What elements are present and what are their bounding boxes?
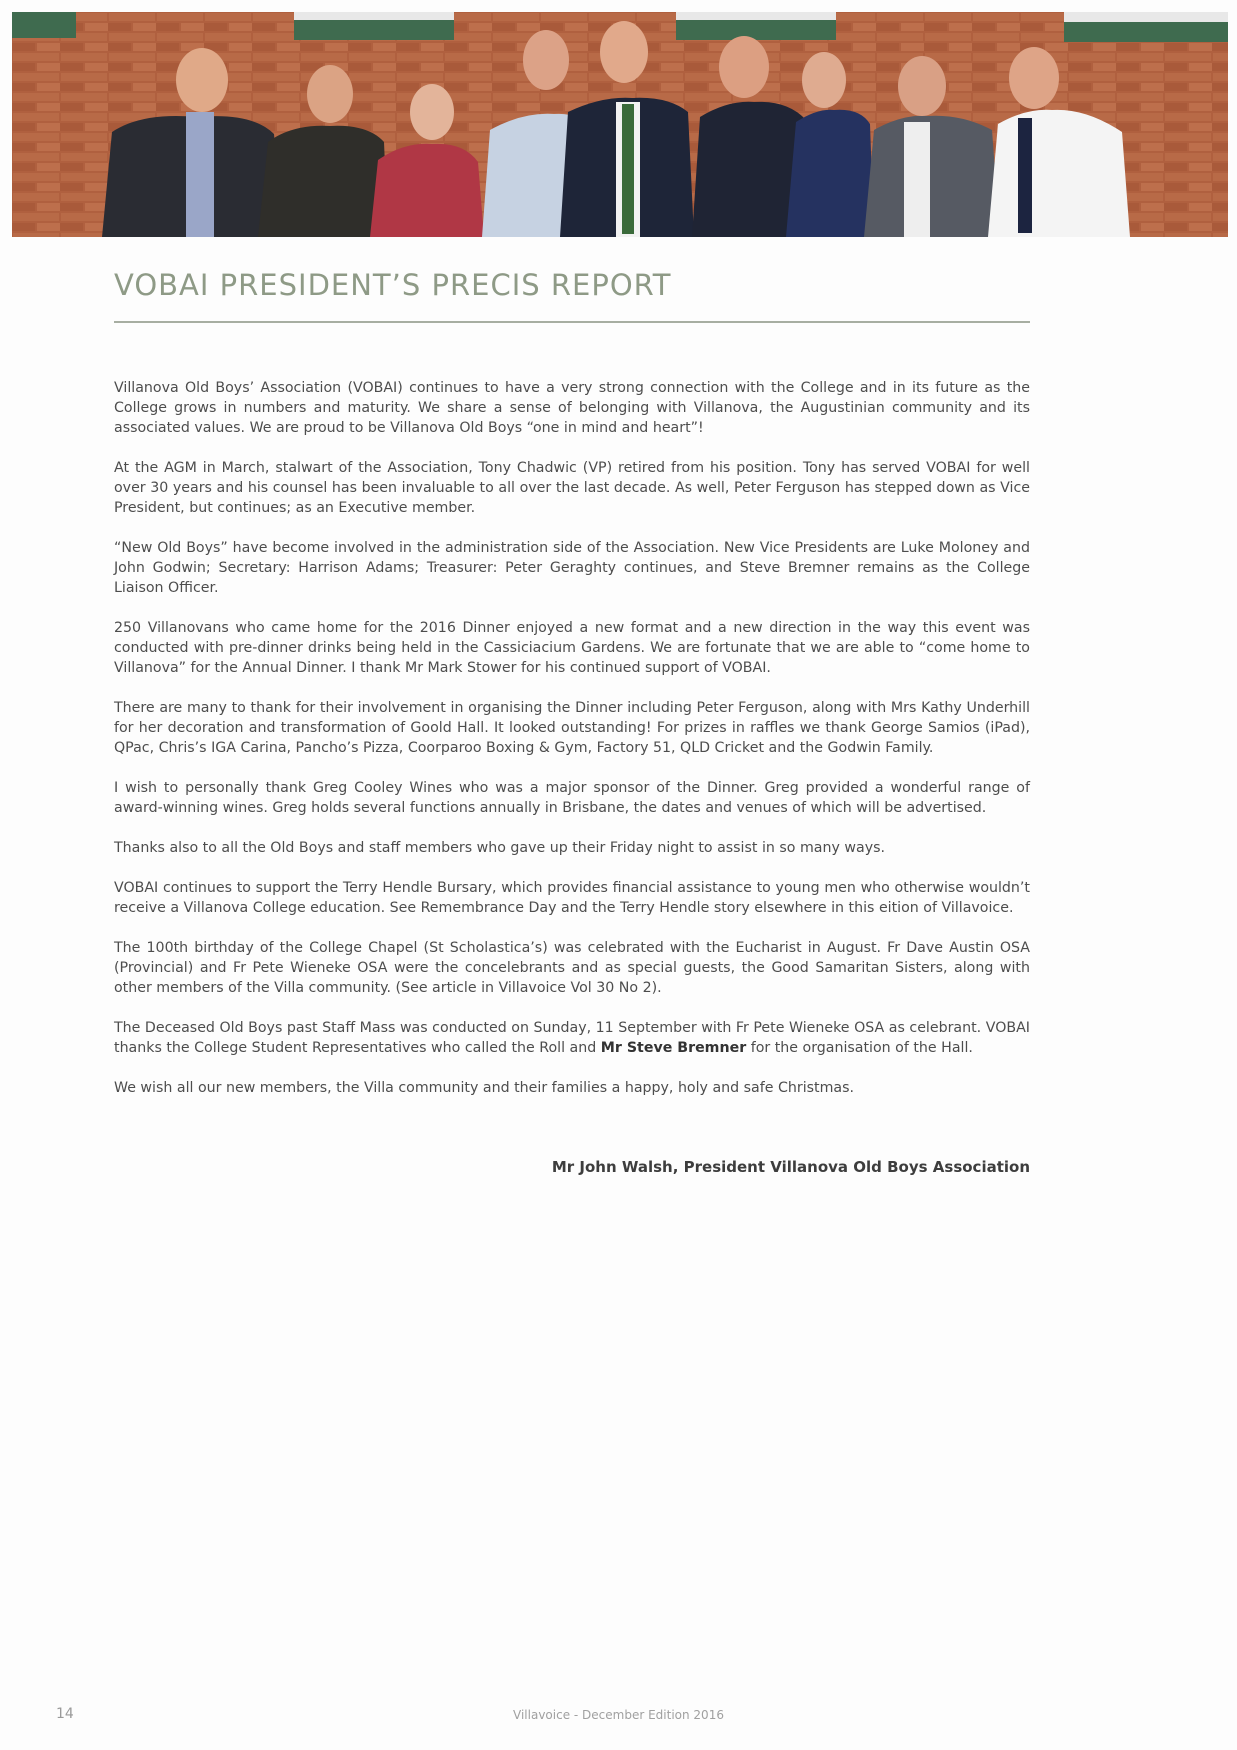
paragraph — [114, 458, 1030, 518]
text-run: VOBAI continues to support the Terry Hendle Bursary, which provides financial assistance to young men who otherwise wouldn’t receive a Villanova College education. See Remembrance Day and the Terry Hendle story elsewhere in this eition of Villavoice. — [114, 880, 1030, 916]
paragraph — [114, 538, 1030, 598]
text-run: There are many to thank for their involvement in organising the Dinner including Peter Ferguson, along with Mrs Kathy Underhill for her decoration and transformation of Goold Hall. It looked outstanding! For prizes in raffles we thank George Samios (iPad), QPac, Chris’s IGA Carina, Pancho’s Pizza, Coorparoo Boxing & Gym, Factory 51, QLD Cricket and the Godwin Family. — [114, 700, 1030, 756]
paragraph — [114, 618, 1030, 678]
title-divider — [114, 321, 1030, 323]
paragraph — [114, 698, 1030, 758]
paragraph — [114, 938, 1030, 998]
group-photo-illustration — [12, 12, 1228, 237]
text-run: Villanova Old Boys’ Association (VOBAI) continues to have a very strong connection with the College and in its future as the College grows in numbers and maturity. We share a sense of belonging with Villanova, the Augustinian community and its associated values. We are proud to be Villanova Old Boys “one in mind and heart”! — [114, 380, 1030, 436]
text-run: The Deceased Old Boys past Staff Mass was conducted on Sunday, 11 September with Fr Pete Wieneke OSA as celebrant. VOBAI thanks the College Student Representatives who called the Roll and — [114, 1020, 1030, 1056]
text-run: I wish to personally thank Greg Cooley Wines who was a major sponsor of the Dinner. Greg provided a wonderful range of award-winning wines. Greg holds several functions annually in Brisbane, the dates and venues of which will be advertised. — [114, 780, 1030, 816]
page-title: VOBAI PRESIDENT’S PRECIS REPORT — [114, 268, 672, 302]
paragraph — [114, 1018, 1030, 1058]
text-run: for the organisation of the Hall. — [746, 1040, 973, 1056]
bold-text: Mr Steve Bremner — [600, 1040, 747, 1056]
text-run: The 100th birthday of the College Chapel (St Scholastica’s) was celebrated with the Eucharist in August. Fr Dave Austin OSA (Provincial) and Fr Pete Wieneke OSA were the concelebrants and as special guests, the Good Samaritan Sisters, along with other members of the Villa community. (See article in Villavoice Vol 30 No 2). — [114, 940, 1030, 996]
paragraph — [114, 1078, 1030, 1098]
article-body — [114, 378, 1030, 1118]
group-photo — [12, 12, 1228, 237]
signature: Mr John Walsh, President Villanova Old Boys Association — [551, 1158, 1030, 1176]
text-run: “New Old Boys” have become involved in the administration side of the Association. New Vice Presidents are Luke Moloney and John Godwin; Secretary: Harrison Adams; Treasurer: Peter Geraghty continues, and Steve Bremner remains as the College Liaison Officer. — [114, 540, 1030, 596]
footer-publication: Villavoice - December Edition 2016 — [513, 1708, 724, 1722]
text-run: 250 Villanovans who came home for the 2016 Dinner enjoyed a new format and a new direction in the way this event was conducted with pre-dinner drinks being held in the Cassiciacium Gardens. We are fortunate that we are able to “come home to Villanova” for the Annual Dinner. I thank Mr Mark Stower for his continued support of VOBAI. — [114, 620, 1030, 676]
paragraph — [114, 838, 1030, 858]
text-run: We wish all our new members, the Villa community and their families a happy, holy and safe Christmas. — [114, 1080, 855, 1096]
page-number: 14 — [56, 1706, 74, 1722]
text-run: At the AGM in March, stalwart of the Association, Tony Chadwic (VP) retired from his position. Tony has served VOBAI for well over 30 years and his counsel has been invaluable to all over the last decade. As well, Peter Ferguson has stepped down as Vice President, but continues; as an Executive member. — [114, 460, 1030, 516]
text-run: Thanks also to all the Old Boys and staff members who gave up their Friday night to assist in so many ways. — [114, 840, 885, 856]
paragraph — [114, 778, 1030, 818]
paragraph — [114, 378, 1030, 438]
paragraph — [114, 878, 1030, 918]
